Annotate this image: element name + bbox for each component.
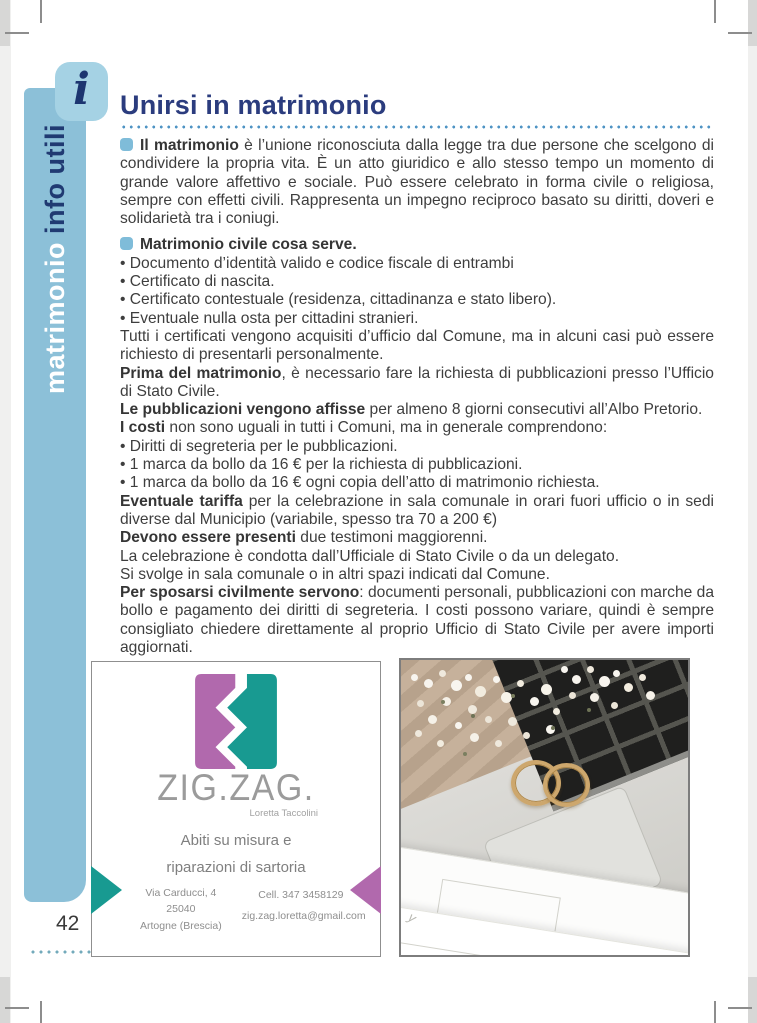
scan-corner-top-left (0, 0, 10, 46)
list-item (120, 291, 714, 309)
ad-teal-triangle-icon (91, 866, 122, 914)
text-run: Documento d’identità valido e codice fiscale di entrambi (129, 254, 514, 272)
photo-paper-letter: y (405, 909, 419, 926)
photo-flowers-cluster (411, 674, 418, 681)
paragraph (120, 419, 714, 437)
sidebar-section-word: matrimonio (39, 241, 70, 394)
ad-purple-triangle-icon (350, 866, 381, 914)
photo-form-box (568, 956, 684, 957)
scan-corner-bottom-right (748, 977, 757, 1023)
info-badge (55, 62, 108, 121)
paragraph (120, 493, 714, 530)
photo-flowers-cluster (561, 666, 568, 673)
scan-edge-left (0, 0, 11, 1023)
sidebar-category-word: info utili (39, 124, 70, 234)
text-run: : documenti personali, pubblicazioni con marche da bollo e pagamento dei diritti di segreteria. I costi possono variare, quindi è sempre consigliato chiedere direttamente al proprio Ufficio di Stato Civile per avere importi aggiornati. (120, 584, 714, 657)
scan-edge-right (748, 0, 757, 1023)
crop-mark (5, 32, 29, 34)
list-item (120, 474, 714, 492)
paragraph (120, 566, 714, 584)
text-run: due testimoni maggiorenni. (295, 529, 488, 547)
crop-mark (728, 1007, 752, 1009)
sidebar-word-gap (40, 234, 54, 242)
text-run: Eventuale nulla osta per cittadini stranieri. (129, 309, 419, 327)
text-run: La celebrazione è condotta dall’Ufficiale di Stato Civile o da un delegato. (120, 547, 620, 565)
crop-mark (40, 1001, 42, 1023)
list-item (120, 255, 714, 273)
text-run: per almeno 8 giorni consecutivi all’Albo Pretorio. (365, 401, 703, 419)
text-run-bold: Matrimonio civile cosa serve. (140, 236, 357, 254)
ad-tagline-line2: riparazioni di sartoria (166, 859, 306, 876)
text-run: Diritti di segreteria per le pubblicazioni. (129, 437, 398, 455)
crop-mark (5, 1007, 29, 1009)
text-run-bold: Prima del matrimonio (120, 364, 282, 382)
paragraph (120, 328, 714, 365)
text-run-bold: Le pubblicazioni vengono affisse (120, 401, 366, 419)
paragraph (120, 548, 714, 566)
paragraph (120, 365, 714, 402)
ad-brand-name: ZIG.ZAG. (157, 767, 315, 809)
article (120, 90, 714, 657)
paragraph (120, 236, 714, 254)
crop-mark (714, 1001, 716, 1023)
text-run: 1 marca da bollo da 16 € per la richiesta di pubblicazioni. (129, 456, 523, 474)
paragraph (120, 529, 714, 547)
text-run-bold: I costi (120, 419, 166, 437)
footer-dotted-rule (29, 950, 93, 954)
ad-tagline-line1: Abiti su misura e (180, 832, 292, 849)
ad-owner-name: Loretta Taccolini (249, 808, 318, 819)
info-icon: i (73, 63, 90, 115)
list-item (120, 310, 714, 328)
section-square-bullet-icon (120, 237, 133, 250)
text-run-bold: Devono essere presenti (120, 529, 296, 547)
zigzag-advertisement (91, 661, 381, 957)
ad-email: zig.zag.loretta@gmail.com (241, 909, 366, 922)
paragraph (120, 401, 714, 419)
scan-corner-top-right (748, 0, 757, 46)
text-run: per la celebrazione in sala comunale in orari fuori ufficio o in sedi diverse dal Municipio (variabile, spesso tra 70 a 200 €) (120, 492, 714, 528)
crop-mark (714, 0, 716, 23)
ad-contacts (92, 885, 380, 935)
page-title: Unirsi in matrimonio (120, 90, 387, 120)
ad-address-line: Via Carducci, 4 (145, 886, 217, 899)
section-square-bullet-icon (120, 138, 133, 151)
crop-mark (728, 32, 752, 34)
paragraph (120, 137, 714, 228)
text-run: Tutti i certificati vengono acquisiti d’ufficio dal Comune, ma in alcuni casi può essere richiesto di presentarli personalmente. (120, 327, 714, 364)
list-item (120, 438, 714, 456)
title-dotted-rule (120, 125, 714, 129)
list-item (120, 273, 714, 291)
photo-wedding-ring (543, 763, 590, 807)
photo-flower-stems (441, 700, 445, 704)
list-item (120, 456, 714, 474)
ad-phone: Cell. 347 3458129 (258, 888, 344, 901)
zigzag-logo-icon (192, 674, 280, 769)
text-run: Certificato contestuale (residenza, cittadinanza e stato libero). (129, 291, 557, 309)
page-number: 42 (56, 912, 80, 935)
photo-form-box (399, 942, 548, 957)
ad-tagline (92, 827, 380, 881)
sidebar-vertical-label (24, 118, 86, 400)
paragraph (120, 584, 714, 657)
text-run-bold: Eventuale tariffa (120, 492, 243, 510)
text-run: , è necessario fare la richiesta di pubblicazioni presso l’Ufficio di Stato Civile. (120, 364, 714, 400)
ad-address-line: 25040 (166, 903, 196, 915)
text-run: Si svolge in sala comunale o in altri spazi indicati dal Comune. (120, 565, 550, 583)
text-run: 1 marca da bollo da 16 € ogni copia dell’atto di matrimonio richiesta. (129, 474, 600, 492)
crop-mark (40, 0, 42, 23)
text-run: non sono uguali in tutti i Comuni, ma in generale comprendono: (165, 419, 608, 437)
text-run: è l’unione riconosciuta dalla legge tra due persone che scelgono di condividere la propria vita. È un atto giuridico e allo stesso tempo un momento di grande valore affettivo e sociale. Può essere celebrato in forma civile o religiosa, sempre con effetti civili. Rappresenta un impegno reciproco basato su diritti, doveri e solidarietà tra i coniugi. (120, 137, 714, 228)
text-run-bold: Il matrimonio (140, 137, 239, 154)
scan-corner-bottom-left (0, 977, 10, 1023)
text-run-bold: Per sposarsi civilmente servono (120, 584, 360, 602)
text-run: Certificato di nascita. (129, 273, 275, 291)
wedding-rings-photo (399, 658, 690, 957)
ad-address-line: Artogne (Brescia) (140, 919, 222, 932)
article-body (120, 137, 714, 657)
